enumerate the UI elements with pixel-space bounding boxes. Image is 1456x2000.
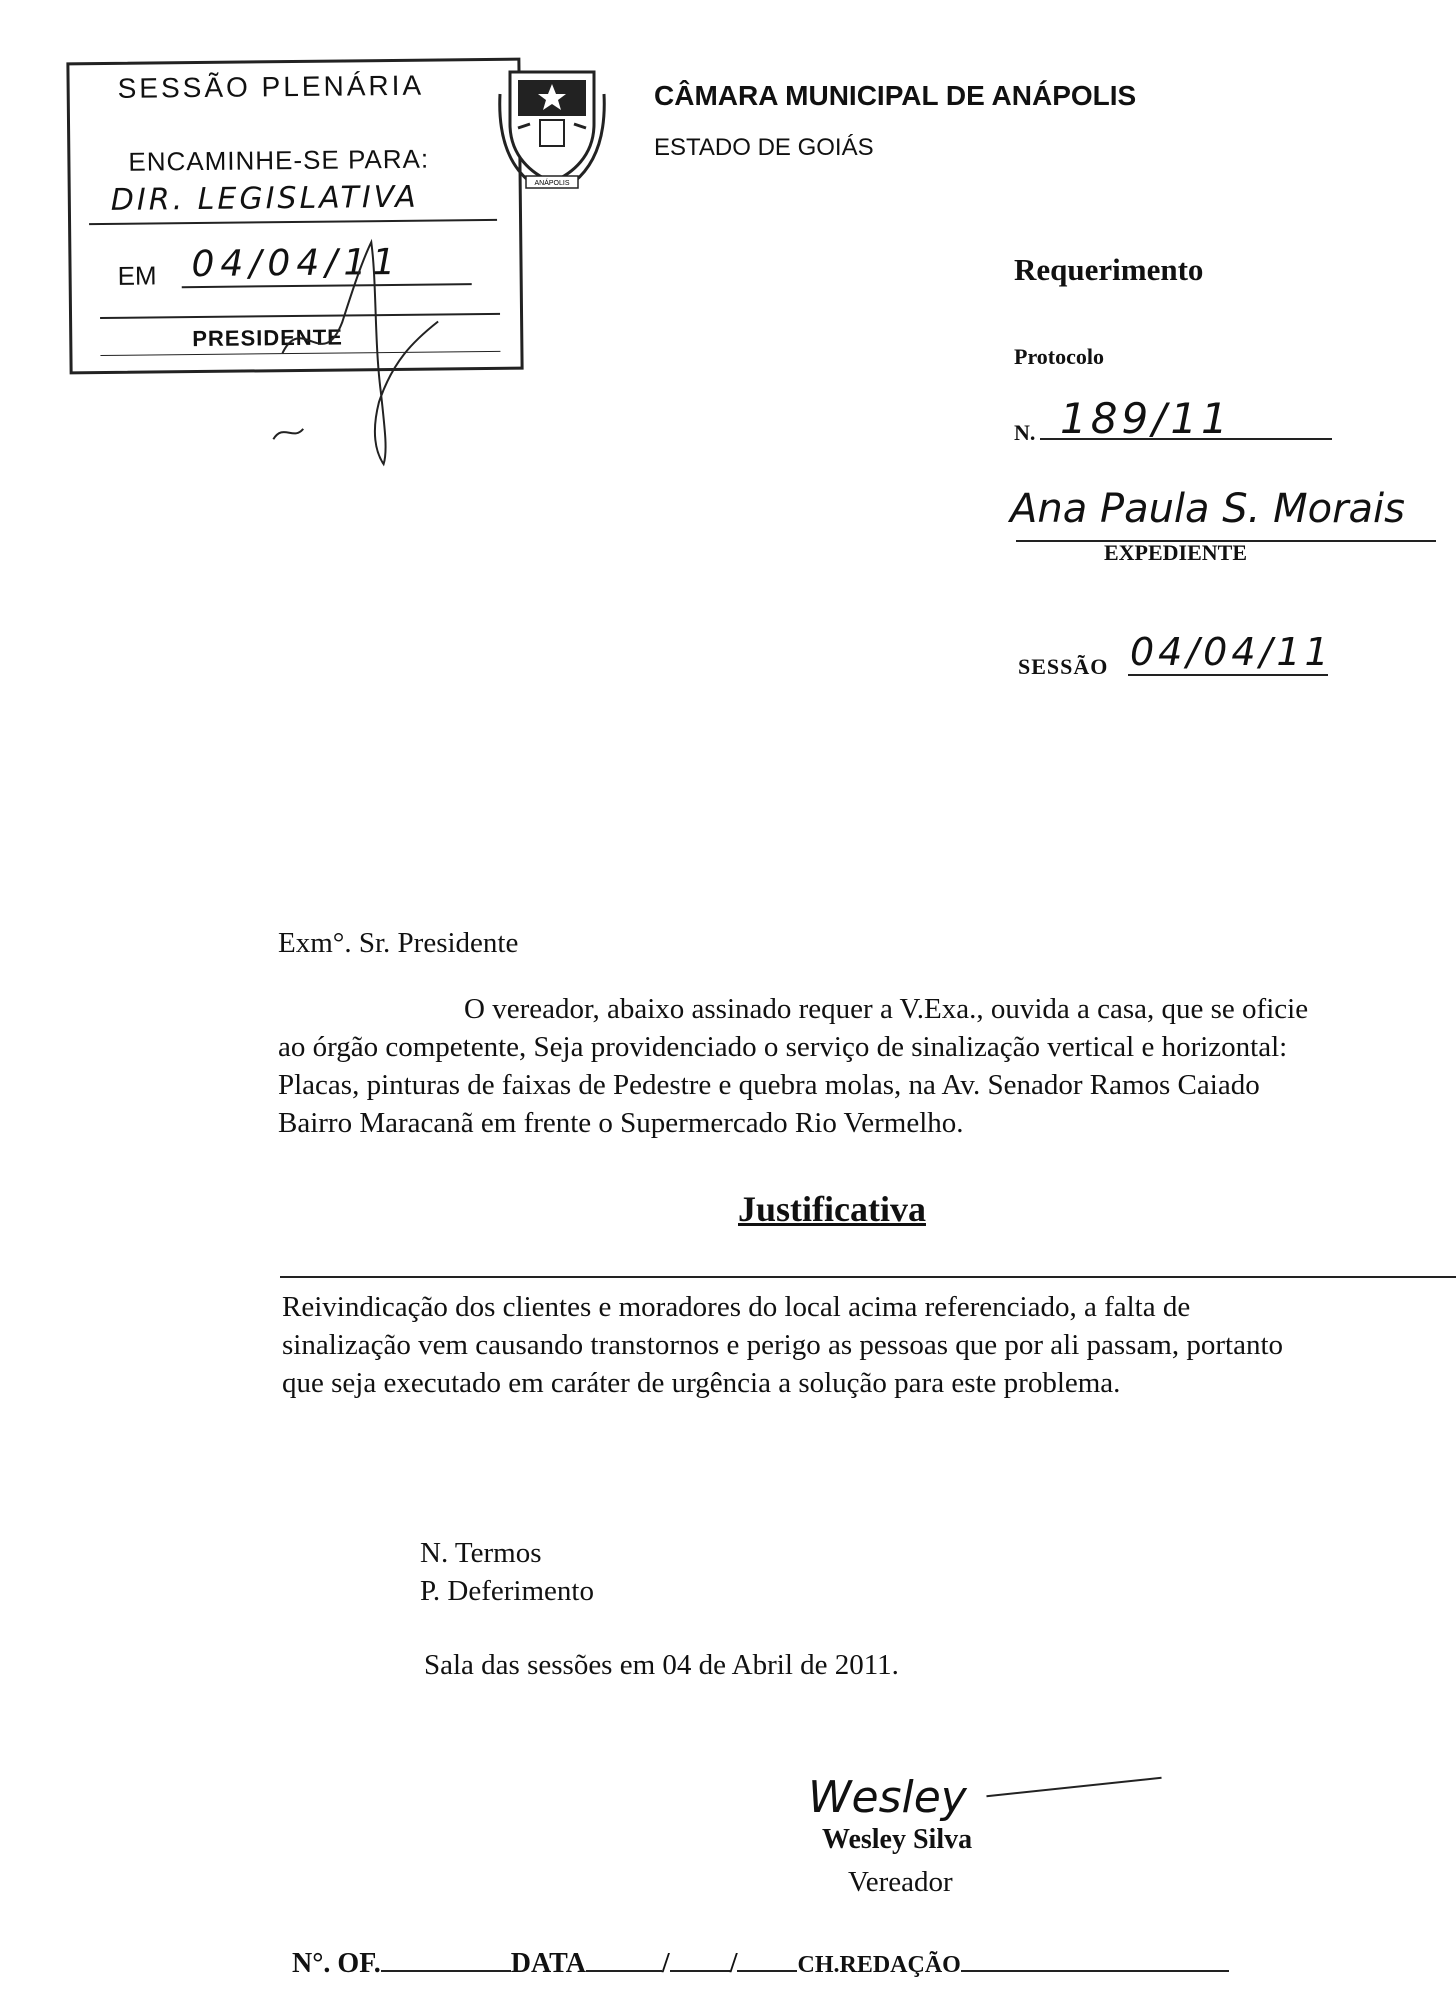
- request-line: Bairro Maracanã em frente o Supermercado Rio Vermelho.: [278, 1107, 964, 1139]
- protocol-label: Protocolo: [1014, 344, 1105, 369]
- expediente-label: EXPEDIENTE: [1104, 540, 1248, 565]
- redaction-blank: [961, 1948, 1229, 1972]
- stamp-title: SESSÃO PLENÁRIA: [117, 69, 425, 104]
- institution-name: CÂMARA MUNICIPAL DE ANÁPOLIS: [654, 80, 1137, 111]
- plenary-session-stamp: [66, 58, 523, 375]
- request-paragraph: [278, 990, 1438, 1142]
- stamp-date-value: 04/04/11: [191, 241, 402, 286]
- date-separator: /: [661, 1948, 670, 1979]
- stamp-forward-value: DIR. LEGISLATIVA: [110, 179, 419, 218]
- date-separator: /: [729, 1948, 738, 1979]
- place-and-date: Sala das sessões em 04 de Abril de 2011.: [424, 1649, 899, 1681]
- request-line: O vereador, abaixo assinado requer a V.Exa., ouvida a casa, que se oficie: [464, 993, 1309, 1025]
- request-line: ao órgão competente, Seja providenciado o serviço de sinalização vertical e horizontal:: [278, 1031, 1288, 1063]
- closing-deferment: P. Deferimento: [420, 1575, 594, 1607]
- councilor-signature: Wesley: [808, 1772, 967, 1823]
- greeting: Exm°. Sr. Presidente: [278, 927, 519, 959]
- signature-flourish: [986, 1777, 1161, 1797]
- footer-date-day-blank: [586, 1948, 662, 1972]
- justification-line: que seja executado em caráter de urgência a solução para este problema.: [282, 1367, 1121, 1399]
- stamp-signer-label: PRESIDENTE: [192, 324, 343, 352]
- justification-title: Justificativa: [738, 1189, 926, 1229]
- justification-line: sinalização vem causando transtornos e perigo as pessoas que por ali passam, portanto: [282, 1329, 1284, 1361]
- justification-paragraph: [282, 1288, 1442, 1402]
- municipal-crest-logo: [496, 64, 608, 194]
- expediente-signature: Ana Paula S. Morais: [1010, 486, 1405, 532]
- redaction-label: CH.REDAÇÃO: [797, 1952, 961, 1978]
- footer-fields: [292, 1948, 1229, 1980]
- councilor-role: Vereador: [848, 1866, 953, 1898]
- footer-date-label: DATA: [510, 1948, 586, 1979]
- stamp-forward-label: ENCAMINHE-SE PARA:: [128, 143, 430, 177]
- councilor-name: Wesley Silva: [822, 1824, 973, 1855]
- president-signature: [261, 201, 444, 503]
- protocol-number-line: [1040, 438, 1332, 440]
- session-label: SESSÃO: [1018, 654, 1109, 679]
- crest-banner-text: ANÁPOLIS: [534, 180, 570, 187]
- office-number-label: N°. OF.: [292, 1948, 381, 1979]
- justification-divider: [280, 1276, 1456, 1278]
- footer-date-month-blank: [670, 1948, 730, 1972]
- closing-terms: N. Termos: [420, 1537, 542, 1569]
- state-name: ESTADO DE GOIÁS: [654, 134, 874, 161]
- document-title: Requerimento: [1014, 252, 1204, 287]
- request-line: Placas, pinturas de faixas de Pedestre e quebra molas, na Av. Senador Ramos Caiado: [278, 1069, 1260, 1101]
- footer-date-year-blank: [737, 1948, 797, 1972]
- session-date-line: [1128, 674, 1328, 676]
- protocol-number-value: 189/11: [1060, 394, 1232, 443]
- stamp-date-label: EM: [117, 260, 157, 291]
- protocol-number-label: N.: [1014, 420, 1036, 445]
- justification-line: Reivindicação dos clientes e moradores do local acima referenciado, a falta de: [282, 1291, 1191, 1323]
- office-number-blank: [381, 1948, 511, 1972]
- session-date-value: 04/04/11: [1130, 630, 1333, 674]
